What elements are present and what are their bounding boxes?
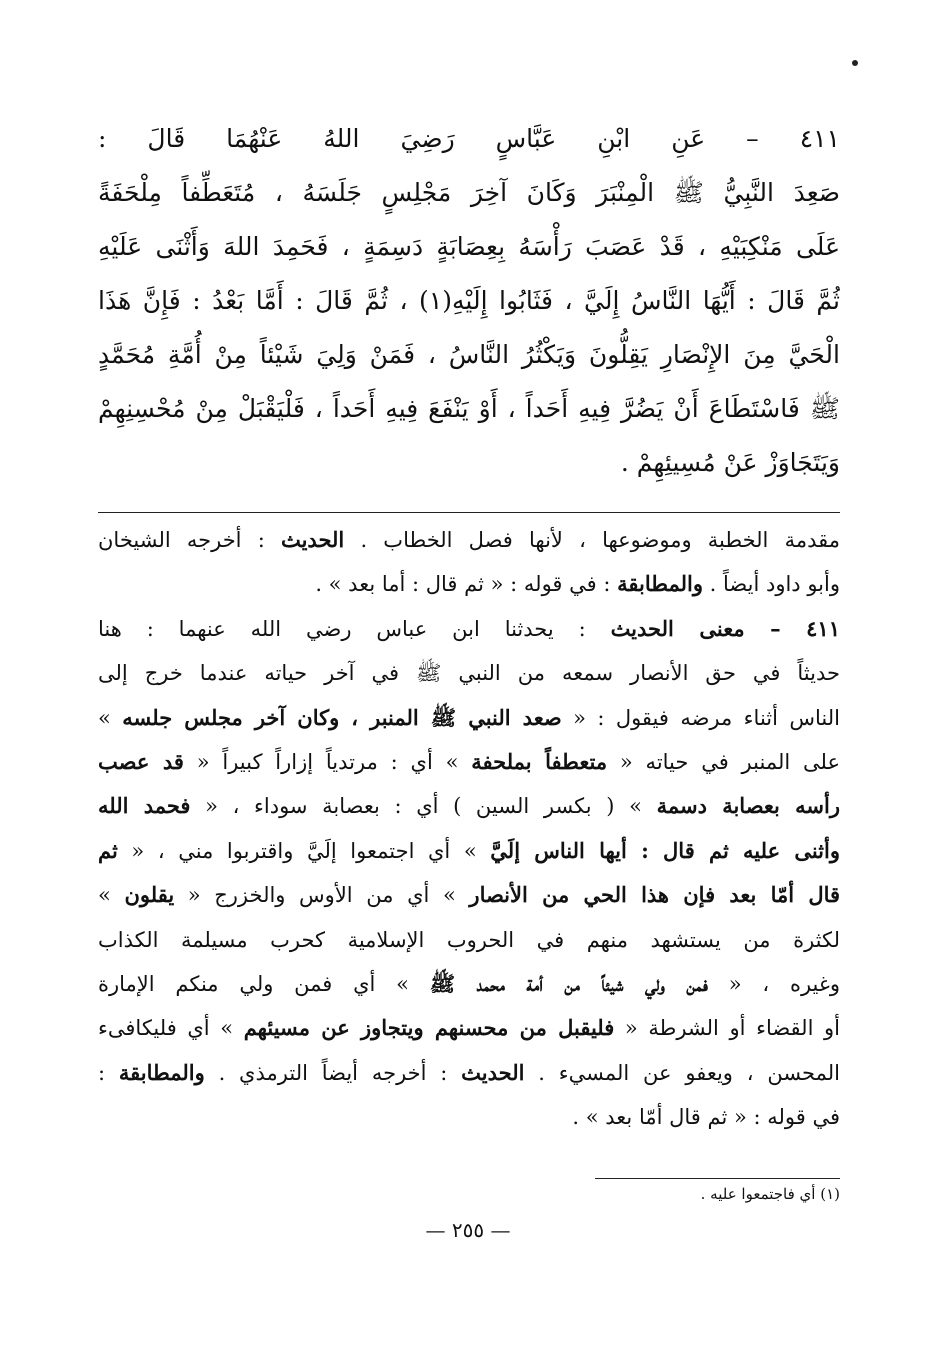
text-span: وغيره ، « <box>707 971 840 996</box>
text-span: » أي من الأوس والخزرج « <box>174 883 470 908</box>
commentary-line <box>98 784 840 828</box>
bold-term: فمن ولي شيئاً من أمة محمد ﷺ <box>429 970 708 996</box>
bold-term: ٤١١ – معنى الحديث <box>610 615 840 641</box>
commentary-line: حديثاً في حق الأنصار سمعه من النبي ﷺ في آخر حياته عندما خرج إلى <box>98 661 840 686</box>
hadith-line: عَلَى مَنْكِبَيْهِ ، قَدْ عَصَبَ رَأْسَهُ بِعِصَابَةٍ دَسِمَةٍ ، فَحَمِدَ اللهَ وَأَثْنَى عَلَيْهِ <box>98 232 840 261</box>
text-span: وأبو داود أيضاً . <box>702 572 840 597</box>
footnote-separator <box>595 1178 840 1179</box>
bold-term: والمطابقة <box>118 1059 205 1085</box>
text-span: » <box>98 705 123 730</box>
bold-term: ثم <box>98 837 118 863</box>
text-span: » أي : مرتدياً إزاراً كبيراً « <box>183 749 472 774</box>
text-span: » أي فمن ولي منكم الإمارة <box>98 971 430 996</box>
commentary-line: في قوله : « ثم قال أمّا بعد » . <box>572 1105 840 1130</box>
text-span: » ( بكسر السين ) أي : بعصابة سوداء ، « <box>190 794 657 819</box>
page-mark <box>852 60 858 66</box>
bold-term: قال أمّا بعد فإن هذا الحي من الأنصار <box>469 882 840 908</box>
bold-term: والمطابقة <box>617 571 703 597</box>
commentary-line <box>98 1051 840 1095</box>
bold-term: الحديث <box>280 527 345 552</box>
text-span: : أخرجه أيضاً الترمذي . <box>204 1060 462 1085</box>
text-span: مقدمة الخطبة وموضوعها ، لأنها فصل الخطاب . <box>344 528 840 552</box>
text-span: الناس أثناء مرضه فيقول : « <box>561 705 840 730</box>
text-span: : يحدثنا ابن عباس رضي الله عنهما : هنا <box>98 616 611 641</box>
hadith-line: ٤١١ – عَنِ ابْنِ عَبَّاسٍ رَضِيَ اللهُ عَنْهُمَا قَالَ : <box>98 124 840 153</box>
commentary-line <box>98 962 840 1006</box>
hadith-line: الْحَيَّ مِنَ الإِنْصَارِ يَقِلُّونَ وَيَكْثُرُ النَّاسُ ، فَمَنْ وَلِيَ شَيْئاً مِنْ أُمَّةِ مُحَمَّدٍ <box>98 340 840 369</box>
text-span: المحسن ، ويعفو عن المسيء . <box>524 1060 840 1085</box>
hadith-text <box>98 112 840 490</box>
commentary-line: لكثرة من يستشهد منهم في الحروب الإسلامية كحرب مسيلمة الكذاب <box>98 927 840 952</box>
bold-term: يقلون <box>124 882 175 908</box>
hadith-line: وَيَتَجَاوَزْ عَنْ مُسِيئِهِمْ . <box>620 448 840 477</box>
commentary-line <box>98 1006 840 1050</box>
commentary-line <box>98 562 840 606</box>
commentary-line <box>98 829 840 873</box>
hadith-line: ثُمَّ قَالَ : أَيُّهَا النَّاسُ إِلَيَّ ، فَثَابُوا إِلَيْهِ(١) ، ثُمَّ قَالَ : أَمَّا بَعْدُ : فَإِنَّ هَذَا <box>98 286 840 315</box>
bold-term: الحديث <box>461 1059 525 1085</box>
bold-term: فليقبل من محسنهم ويتجاوز عن مسيئهم <box>243 1015 615 1041</box>
bold-term: متعطفاً بملحفة <box>471 748 608 774</box>
text-span: » أي اجتمعوا إلَيَّ واقتربوا مني ، « <box>117 838 491 863</box>
commentary-line <box>98 607 840 651</box>
bold-term: فحمد الله <box>98 793 191 819</box>
footnote: (١) أي فاجتمعوا عليه . <box>700 1185 840 1203</box>
text-span: » <box>98 883 125 908</box>
hadith-line: صَعِدَ النَّبِيُّ ﷺ الْمِنْبَرَ وَكَانَ آخِرَ مَجْلِسٍ جَلَسَهُ ، مُتَعَطِّفاً مِلْحَفَةً <box>98 178 840 207</box>
text-span: » أي فليكافىء <box>98 1016 244 1041</box>
bold-term: قد عصب <box>98 748 184 774</box>
commentary-text <box>98 518 840 1139</box>
separator-line <box>98 512 840 513</box>
text-span: : في قوله : « ثم قال : أما بعد » . <box>315 572 618 597</box>
bold-term: وأثنى عليه ثم قال : أيها الناس إلَيَّ <box>490 837 840 863</box>
commentary-line <box>98 873 840 917</box>
hadith-line: ﷺ فَاسْتَطَاعَ أَنْ يَضُرَّ فِيهِ أَحَداً ، أَوْ يَنْفَعَ فِيهِ أَحَداً ، فَلْيَقْبَلْ مِنْ مُحْسِنِهِمْ <box>98 394 840 423</box>
page-number: — ٢٥٥ — <box>425 1218 511 1242</box>
commentary-line <box>98 740 840 784</box>
text-span: : أخرجه الشيخان <box>98 528 281 552</box>
commentary-line <box>98 696 840 740</box>
commentary-line <box>98 518 840 562</box>
text-span: على المنبر في حياته « <box>607 749 840 774</box>
text-span: : <box>98 1060 119 1085</box>
bold-term: رأسه بعصابة دسمة <box>656 793 840 819</box>
bold-term: صعد النبي ﷺ المنبر ، وكان آخر مجلس جلسه <box>122 704 562 730</box>
text-span: أو القضاء أو الشرطة « <box>614 1016 840 1041</box>
